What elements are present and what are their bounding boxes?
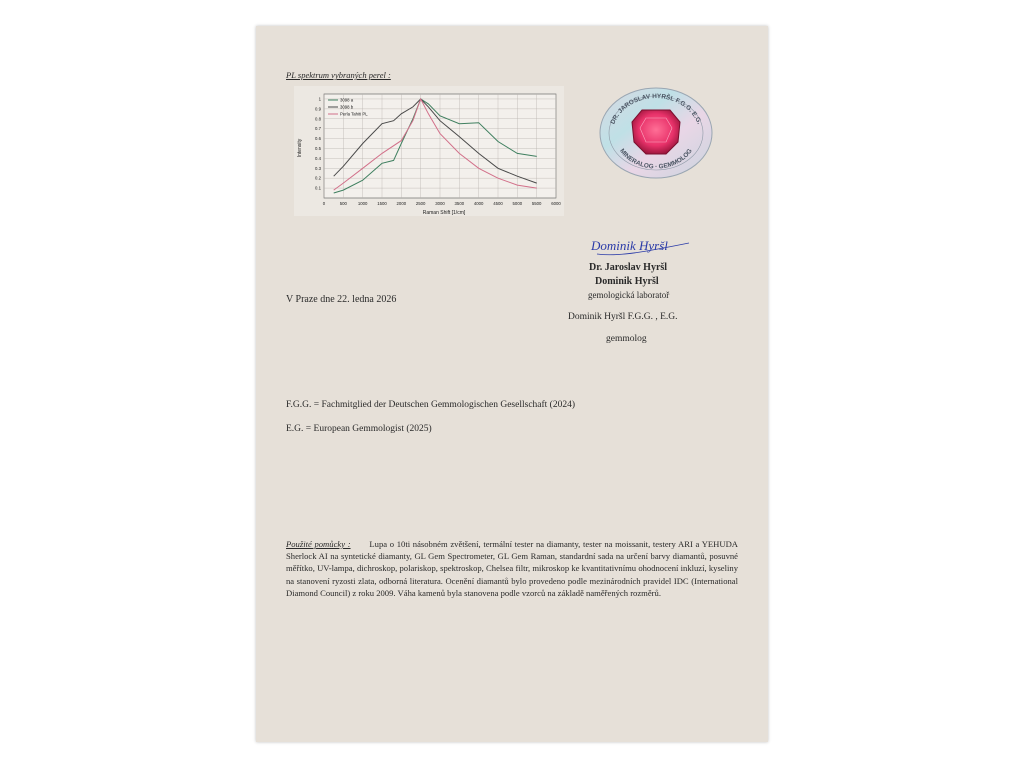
tools-paragraph <box>286 538 738 599</box>
laboratory-name: gemologická laboratoř <box>588 290 670 300</box>
x-tick-label: 3000 <box>435 201 445 206</box>
pl-spectrum-chart <box>294 86 564 216</box>
x-tick-label: 1500 <box>377 201 387 206</box>
y-tick-label: 0.7 <box>315 126 321 132</box>
y-tick-label: 0.4 <box>315 155 321 161</box>
y-tick-label: 0.5 <box>315 145 321 151</box>
tools-text: Lupa o 10ti násobném zvětšení, termální tester na diamanty, tester na moissanit, testery ARI a YEHUDA Sherlock AI na syntetické diamanty, GL Gem Spectrometer, GL Gem Raman, standardní sada na určení barvy diamantů, posuvné měřítko, UV-lampa, dichroskop, polariskop, spektroskop, Chelsea filtr, mikroskop ke kvantitativnímu ohodnocení inkluzí, kyseliny na stanovení ryzosti zlata, odborná literatura. Ocenění diamantů bylo provedeno podle mezinárodních pravidel IDC (International Diamond Council) z roku 2009. Váha kamenů byla stanovena podle vzorců na základě naměřených rozměrů. <box>286 539 738 598</box>
legend-label: 3098 a <box>340 97 354 103</box>
x-tick-label: 1000 <box>357 201 368 206</box>
x-tick-label: 2500 <box>415 201 426 206</box>
signatory-name-1: Dr. Jaroslav Hyršl <box>589 262 668 273</box>
chart-heading: PL spektrum vybraných perel : <box>286 70 391 80</box>
y-tick-label: 0.8 <box>315 116 321 122</box>
x-tick-label: 6000 <box>551 201 561 206</box>
x-tick-label: 4500 <box>493 201 503 206</box>
x-tick-label: 5000 <box>512 201 523 206</box>
x-tick-label: 4000 <box>473 201 484 206</box>
y-tick-label: 0.6 <box>315 136 321 142</box>
place-and-date: V Praze dne 22. ledna 2026 <box>286 294 397 305</box>
x-axis-label: Raman Shift [1/cm] <box>422 210 466 216</box>
signature-script: Dominik Hyršl <box>591 238 668 253</box>
certificate-page <box>256 26 768 742</box>
x-tick-label: 0 <box>322 201 326 206</box>
y-tick-label: 0.3 <box>315 165 321 171</box>
y-tick-label: 0.1 <box>315 185 321 191</box>
tools-label: Použité pomůcky : <box>286 539 351 549</box>
y-tick-label: 0.9 <box>315 106 321 112</box>
fgg-abbreviation-note: F.G.G. = Fachmitglied der Deutschen Gemmologischen Gesellschaft (2024) <box>286 400 576 410</box>
seal-bottom-text: MINERALOG · GEMMOLOG <box>618 147 694 171</box>
eg-abbreviation-note: E.G. = European Gemmologist (2025) <box>286 424 432 434</box>
x-tick-label: 3500 <box>454 201 465 206</box>
signatory-role: gemmolog <box>606 334 647 344</box>
handwritten-signature <box>589 233 699 259</box>
signatory-credentials: Dominik Hyršl F.G.G. , E.G. <box>568 312 678 322</box>
signatory-name-2: Dominik Hyršl <box>595 276 659 287</box>
y-axis-label: Intensity <box>297 138 303 158</box>
x-tick-label: 2000 <box>396 201 407 206</box>
legend-label: 3098 b <box>340 104 354 110</box>
x-tick-label: 5500 <box>531 201 542 206</box>
y-tick-label: 1 <box>318 96 321 102</box>
y-tick-label: 0.2 <box>315 175 321 181</box>
legend-label: Perla Tahiti PL <box>340 111 368 117</box>
lab-seal <box>598 86 714 180</box>
seal-top-text: DR. JAROSLAV HYRŠL F.G.G. E.G. <box>609 92 703 126</box>
x-tick-label: 500 <box>339 201 347 206</box>
